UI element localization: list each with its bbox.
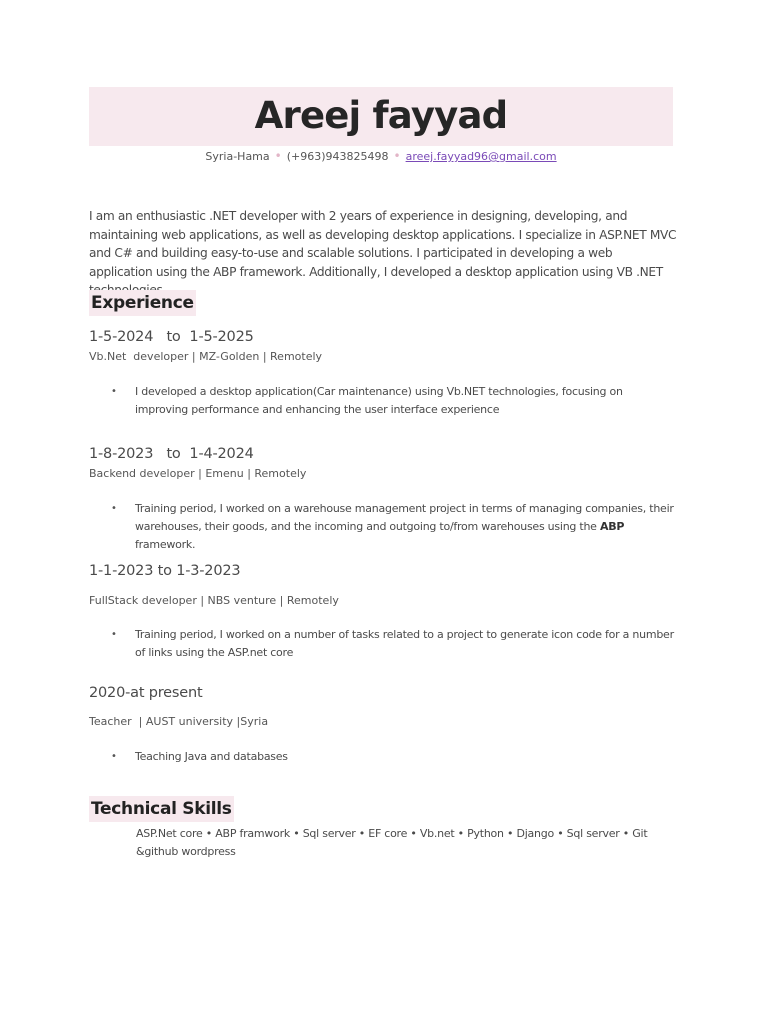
name-banner <box>89 87 673 146</box>
job-date: 1-1-2023 to 1-3-2023 <box>89 563 241 579</box>
job-role: Backend developer | Emenu | Remotely <box>89 467 307 480</box>
job-date: 2020-at present <box>89 685 203 701</box>
job-role: Teacher | AUST university |Syria <box>89 715 269 728</box>
email-link[interactable]: areej.fayyad96@gmail.com <box>405 150 557 163</box>
bullet-icon: • <box>111 751 117 762</box>
bullet-icon: • <box>111 503 117 514</box>
abp-bold-text: ABP <box>599 520 625 533</box>
separator-dot-icon: • <box>274 149 282 163</box>
job-description-text: Training period, I worked on a warehouse management project in terms of managing companies, their warehouses, their goods, and the incoming and outgoing to/from warehouses using the <box>135 502 674 533</box>
job-description <box>135 500 675 554</box>
job-description: Training period, I worked on a number of tasks related to a project to generate icon code for a number of links using the ASP.net core <box>135 628 674 659</box>
job-role: Vb.Net developer | MZ-Golden | Remotely <box>89 350 323 363</box>
summary-paragraph: I am an enthusiastic .NET developer with 2 years of experience in designing, developing, and maintaining web applications, as well as developing desktop applications. I specialize in ASP.NET MVC and C# and building easy-to-use and scalable solutions. I participated in developing a web application using the ABP framework. Additionally, I developed a desktop application using VB .NET <box>89 209 677 279</box>
job-description: Teaching Java and databases <box>135 750 288 763</box>
job-description-text: framework. <box>135 538 196 551</box>
job-description: I developed a desktop application(Car maintenance) using Vb.NET technologies, focusing on improving performance and enhancing the user interface experience <box>135 385 623 416</box>
separator-dot-icon: • <box>393 149 401 163</box>
job-date: 1-5-2024 to 1-5-2025 <box>89 329 254 345</box>
bullet-icon: • <box>111 386 117 397</box>
experience-heading: Experience <box>89 290 196 316</box>
contact-line <box>89 148 673 165</box>
skills-list: ASP.Net core • ABP framwork • Sql server • EF core • Vb.net • Python • Django • Sql server • Git &github wordpress <box>136 827 648 858</box>
phone-text: (+963)943825498 <box>286 150 389 163</box>
job-role: FullStack developer | NBS venture | Remotely <box>89 594 339 607</box>
candidate-name: Areej fayyad <box>254 94 508 137</box>
location-text: Syria-Hama <box>205 150 270 163</box>
job-date: 1-8-2023 to 1-4-2024 <box>89 446 254 462</box>
technical-skills-heading: Technical Skills <box>89 796 234 822</box>
bullet-icon: • <box>111 629 117 640</box>
